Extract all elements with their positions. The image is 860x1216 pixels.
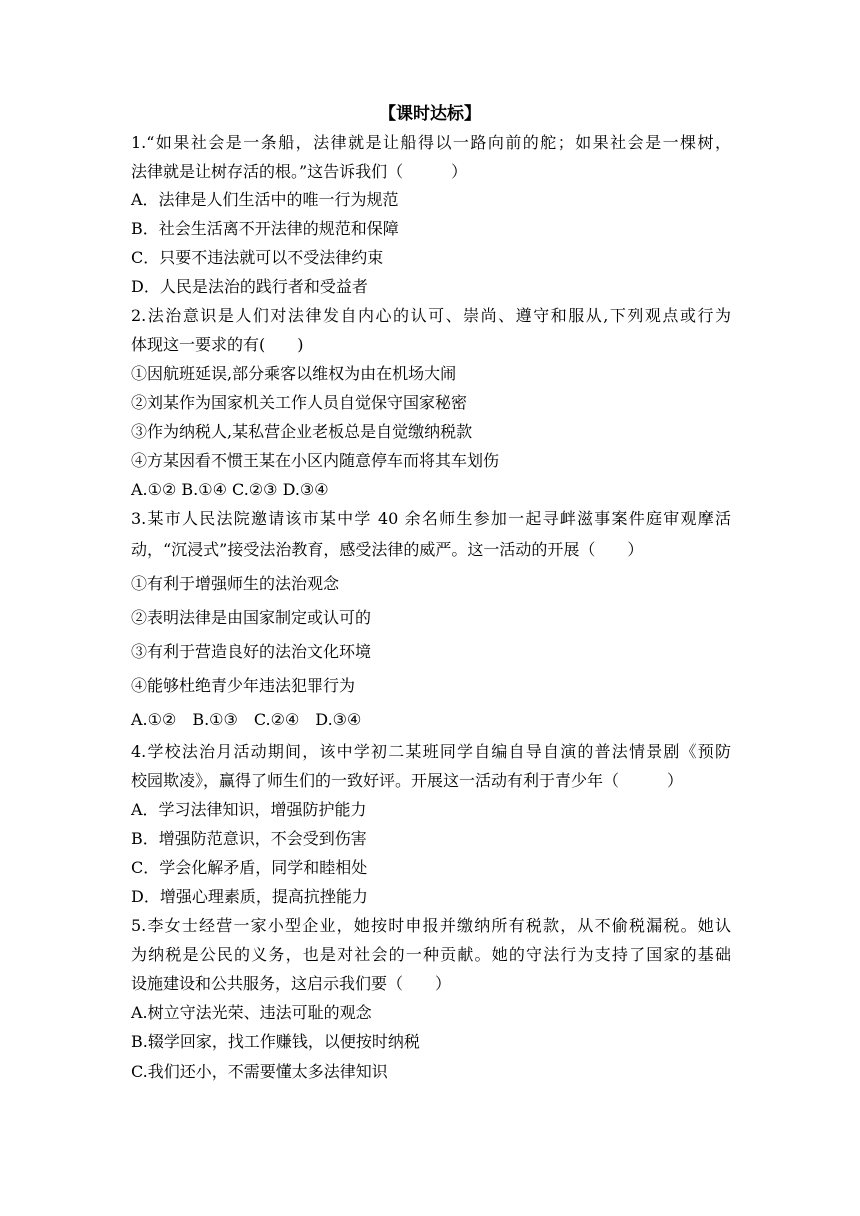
- question-5-option-c: C.我们还小，不需要懂太多法律知识: [131, 1062, 388, 1081]
- question-1-option-d: D．人民是法治的践行者和受益者: [131, 277, 368, 296]
- question-3-stem-line-1: 3.某市人民法院邀请该市某中学 40 余名师生参加一起寻衅滋事案件庭审观摩活: [131, 509, 731, 528]
- page-title: 【课时达标】: [379, 104, 481, 124]
- question-2-options: A.①② B.①④ C.②③ D.③④: [131, 480, 329, 499]
- question-4-stem-line-1: 4.学校法治月活动期间，该中学初二某班同学自编自导自演的普法情景剧《预防: [131, 742, 731, 761]
- question-2-stem-line-2: 体现这一要求的有( ): [131, 335, 304, 354]
- question-3-stem-line-2: 动，“沉浸式”接受法治教育，感受法律的威严。这一活动的开展（ ）: [131, 540, 644, 559]
- question-2-item-1: ①因航班延误,部分乘客以维权为由在机场大闹: [131, 364, 457, 383]
- question-1-option-c: C．只要不违法就可以不受法律约束: [131, 248, 384, 267]
- question-2-item-4: ④方某因看不惯王某在小区内随意停车而将其车划伤: [131, 451, 500, 470]
- question-1-option-a: A．法律是人们生活中的唯一行为规范: [131, 190, 399, 209]
- question-4-option-b: B．增强防范意识，不会受到伤害: [131, 829, 367, 848]
- question-3-item-1: ①有利于增强师生的法治观念: [131, 574, 340, 593]
- question-4-option-c: C．学会化解矛盾，同学和睦相处: [131, 858, 368, 877]
- question-3-item-4: ④能够杜绝青少年违法犯罪行为: [131, 676, 356, 695]
- question-5-stem-line-1: 5.李女士经营一家小型企业，她按时申报并缴纳所有税款，从不偷税漏税。她认: [131, 916, 731, 935]
- question-3-item-2: ②表明法律是由国家制定或认可的: [131, 608, 372, 627]
- question-4-option-a: A．学习法律知识，增强防护能力: [131, 800, 367, 819]
- question-2-stem-line-1: 2.法治意识是人们对法律发自内心的认可、崇尚、遵守和服从,下列观点或行为: [131, 306, 731, 325]
- question-4-option-d: D．增强心理素质，提高抗挫能力: [131, 887, 368, 906]
- question-3-item-3: ③有利于营造良好的法治文化环境: [131, 642, 372, 661]
- question-1-stem-line-1: 1.“如果社会是一条船，法律就是让船得以一路向前的舵；如果社会是一棵树，: [131, 133, 731, 152]
- question-4-stem-line-2: 校园欺凌》，赢得了师生们的一致好评。开展这一活动有利于青少年（ ）: [131, 771, 684, 790]
- question-5-option-a: A.树立守法光荣、违法可耻的观念: [131, 1003, 372, 1022]
- question-1-stem-line-2: 法律就是让树存活的根。”这告诉我们（ ）: [131, 162, 468, 181]
- question-5-stem-line-2: 为纳税是公民的义务，也是对社会的一种贡献。她的守法行为支持了国家的基础: [131, 945, 731, 964]
- question-5-stem-line-3: 设施建设和公共服务，这启示我们要（ ）: [131, 974, 452, 993]
- question-3-options: A.①② B.①③ C.②④ D.③④: [131, 710, 362, 729]
- question-5-option-b: B.辍学回家，找工作赚钱，以便按时纳税: [131, 1032, 420, 1051]
- question-2-item-3: ③作为纳税人,某私营企业老板总是自觉缴纳税款: [131, 422, 473, 441]
- question-1-option-b: B．社会生活离不开法律的规范和保障: [131, 219, 399, 238]
- question-2-item-2: ②刘某作为国家机关工作人员自觉保守国家秘密: [131, 393, 468, 412]
